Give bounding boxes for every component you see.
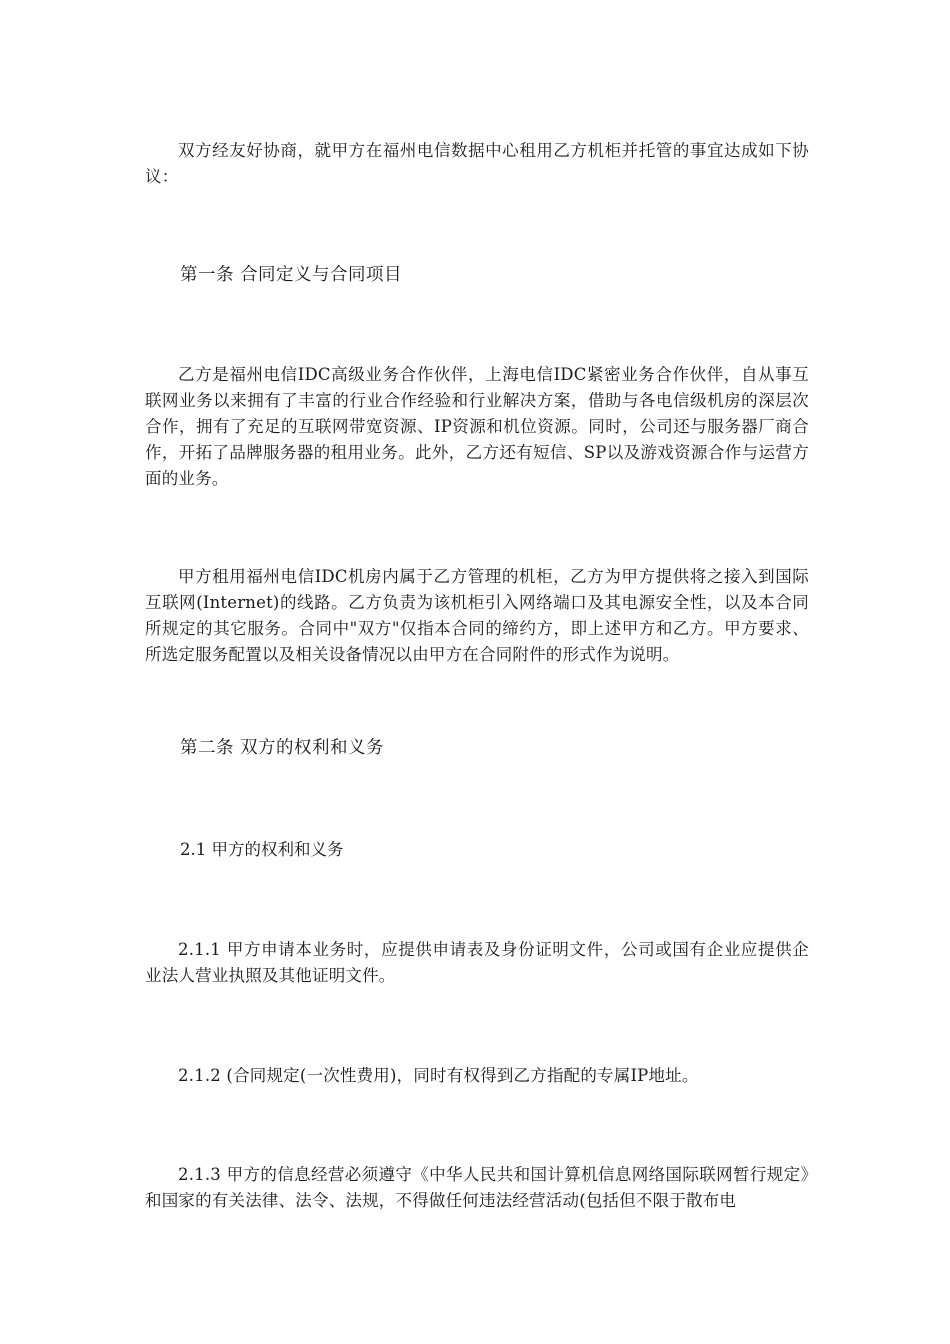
clause-2-1-2: 2.1.2 (合同规定(一次性费用)，同时有权得到乙方指配的专属IP地址。 <box>178 1066 699 1085</box>
intro-paragraph: 双方经友好协商，就甲方在福州电信数据中心租用乙方机柜并托管的事宜达成如下协议： <box>145 141 809 186</box>
clause-2-1-1: 2.1.1 甲方申请本业务时，应提供申请表及身份证明文件，公司或国有企业应提供企业法人营业执照及其他证明文件。 <box>145 940 809 985</box>
clause-2-1-3: 2.1.3 甲方的信息经营必须遵守《中华人民共和国计算机信息网络国际联网暂行规定》和国家的有关法律、法令、法规，不得做任何违法经营活动(包括但不限于散布电 <box>145 1165 809 1210</box>
section-2-1-heading: 2.1 甲方的权利和义务 <box>180 840 344 859</box>
article-2-heading: 第二条 双方的权利和义务 <box>180 738 385 758</box>
party-b-description-paragraph: 乙方是福州电信IDC高级业务合作伙伴，上海电信IDC紧密业务合作伙伴，自从事互联网业务以来拥有了丰富的行业合作经验和行业解决方案，借助与各电信级机房的深层次合作，拥有了充足的互联网带宽资源、IP资源和机位资源。同时，公司还与服务器厂商合作，开拓了品牌服务器的租用业务。此外，乙方还有短信、SP以及游戏资源合作与运营方面的业务。 <box>145 365 809 488</box>
party-a-lease-paragraph: 甲方租用福州电信IDC机房内属于乙方管理的机柜，乙方为甲方提供将之接入到国际互联网(Internet)的线路。乙方负责为该机柜引入网络端口及其电源安全性，以及本合同所规定的其它服务。合同中"双方"仅指本合同的缔约方，即上述甲方和乙方。甲方要求、所选定服务配置以及相关设备情况以由甲方在合同附件的形式作为说明。 <box>145 567 809 664</box>
article-1-heading: 第一条 合同定义与合同项目 <box>180 265 403 285</box>
